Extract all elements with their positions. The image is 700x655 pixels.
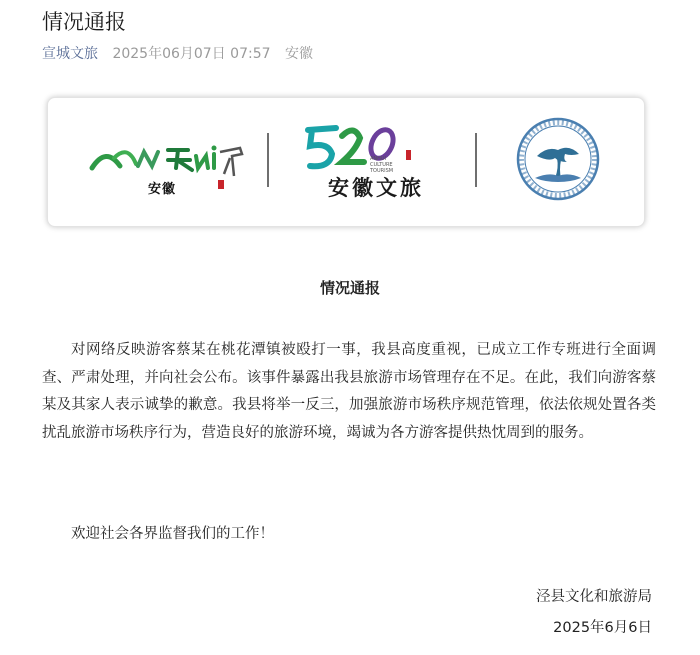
publish-datetime: 2025年06月07日 07:57 — [112, 46, 271, 62]
article-title: 情况通报 — [42, 10, 126, 34]
signature-organization: 泾县文化和旅游局 — [536, 589, 652, 605]
svg-text:CULTURE: CULTURE — [370, 162, 393, 168]
svg-text:ANHUI: ANHUI — [370, 156, 387, 162]
anhui-culture-tourism-520-logo-icon — [298, 120, 438, 180]
svg-text:TOURISM: TOURISM — [370, 168, 394, 174]
anhui-logo-caption: 安徽 — [148, 182, 177, 197]
signature-date: 2025年6月6日 — [553, 620, 652, 636]
logo-banner-image — [47, 97, 645, 227]
logo-divider — [475, 133, 477, 187]
logo-divider — [267, 133, 269, 187]
source-account-link[interactable]: 宣城文旅 — [42, 46, 98, 62]
publish-location: 安徽 — [284, 46, 313, 62]
seal-emblem-icon — [515, 116, 601, 202]
notice-heading: 情况通报 — [319, 279, 380, 297]
anhui-culture-tourism-caption: 安徽文旅 — [328, 175, 424, 200]
article-meta — [42, 44, 313, 64]
notice-paragraph: 对网络反映游客蔡某在桃花潭镇被殴打一事，我县高度重视，已成立工作专班进行全面调查、严肃处理，并向社会公布。该事件暴露出我县旅游市场管理存在不足。在此，我们向游客蔡某及其家人表示诚挚的歉意。我县将举一反三，加强旅游市场秩序规范管理，依法依规处置各类扰乱旅游市场秩序行为，营造良好的旅游环境，竭诚为各方游客提供热忱周到的服务。 — [42, 342, 656, 441]
notice-paragraph: 欢迎社会各界监督我们的工作！ — [71, 526, 274, 542]
